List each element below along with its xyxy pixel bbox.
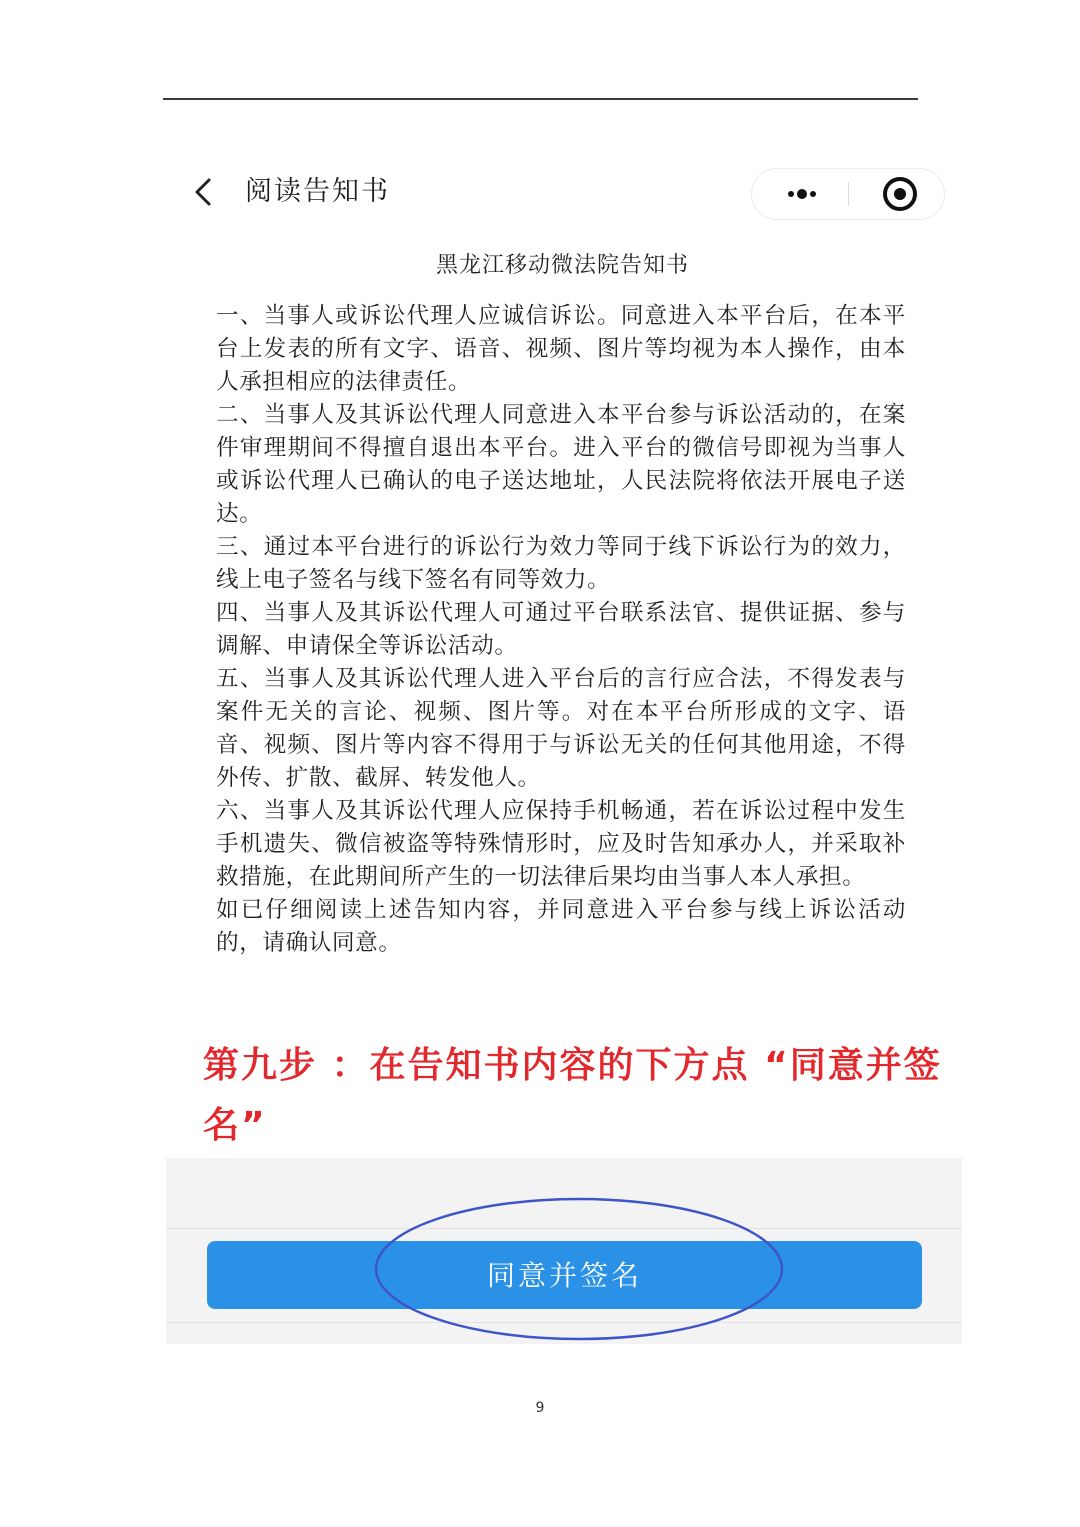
notice-body xyxy=(216,300,906,960)
notice-title: 黑龙江移动微法院告知书 xyxy=(435,253,689,278)
footer-divider xyxy=(166,1228,962,1229)
mini-program-capsule xyxy=(751,168,945,220)
back-arrow-icon[interactable] xyxy=(187,174,223,210)
page-title: 阅读告知书 xyxy=(245,176,390,207)
notice-paragraph-4: 四、当事人及其诉讼代理人可通过平台联系法官、提供证据、参与调解、申请保全等诉讼活动。 xyxy=(216,600,906,659)
notice-paragraph-5: 五、当事人及其诉讼代理人进入平台后的言行应合法，不得发表与案件无关的言论、视频、图片等。对在本平台所形成的文字、语音、视频、图片等内容不得用于与诉讼无关的任何其他用途，不得外传、扩散、截屏、转发他人。 xyxy=(216,666,906,791)
page-number: 9 xyxy=(535,1400,545,1416)
footer-bar xyxy=(166,1158,962,1344)
close-mini-program-icon[interactable] xyxy=(864,174,936,214)
step-instruction: 第九步 ：在告知书内容的下方点 “同意并签名” xyxy=(203,1045,942,1146)
notice-confirmation: 如已仔细阅读上述告知内容，并同意进入平台参与线上诉讼活动的，请确认同意。 xyxy=(216,897,906,956)
notice-paragraph-6: 六、当事人及其诉讼代理人应保持手机畅通，若在诉讼过程中发生手机遗失、微信被盗等特殊情形时，应及时告知承办人，并采取补救措施，在此期间所产生的一切法律后果均由当事人本人承担。 xyxy=(216,798,906,890)
notice-paragraph-1: 一、当事人或诉讼代理人应诚信诉讼。同意进入本平台后，在本平台上发表的所有文字、语音、视频、图片等均视为本人操作，由本人承担相应的法律责任。 xyxy=(216,303,906,395)
nav-bar xyxy=(165,160,965,226)
capsule-divider xyxy=(848,182,849,206)
notice-paragraph-3: 三、通过本平台进行的诉讼行为效力等同于线下诉讼行为的效力，线上电子签名与线下签名有同等效力。 xyxy=(216,534,906,593)
footer-divider-bottom xyxy=(166,1322,962,1323)
top-rule xyxy=(163,98,918,100)
agree-and-sign-button[interactable]: 同意并签名 xyxy=(207,1241,922,1309)
more-icon[interactable] xyxy=(766,174,838,214)
notice-paragraph-2: 二、当事人及其诉讼代理人同意进入本平台参与诉讼活动的，在案件审理期间不得擅自退出本平台。进入平台的微信号即视为当事人或诉讼代理人已确认的电子送达地址，人民法院将依法开展电子送达。 xyxy=(216,402,906,527)
